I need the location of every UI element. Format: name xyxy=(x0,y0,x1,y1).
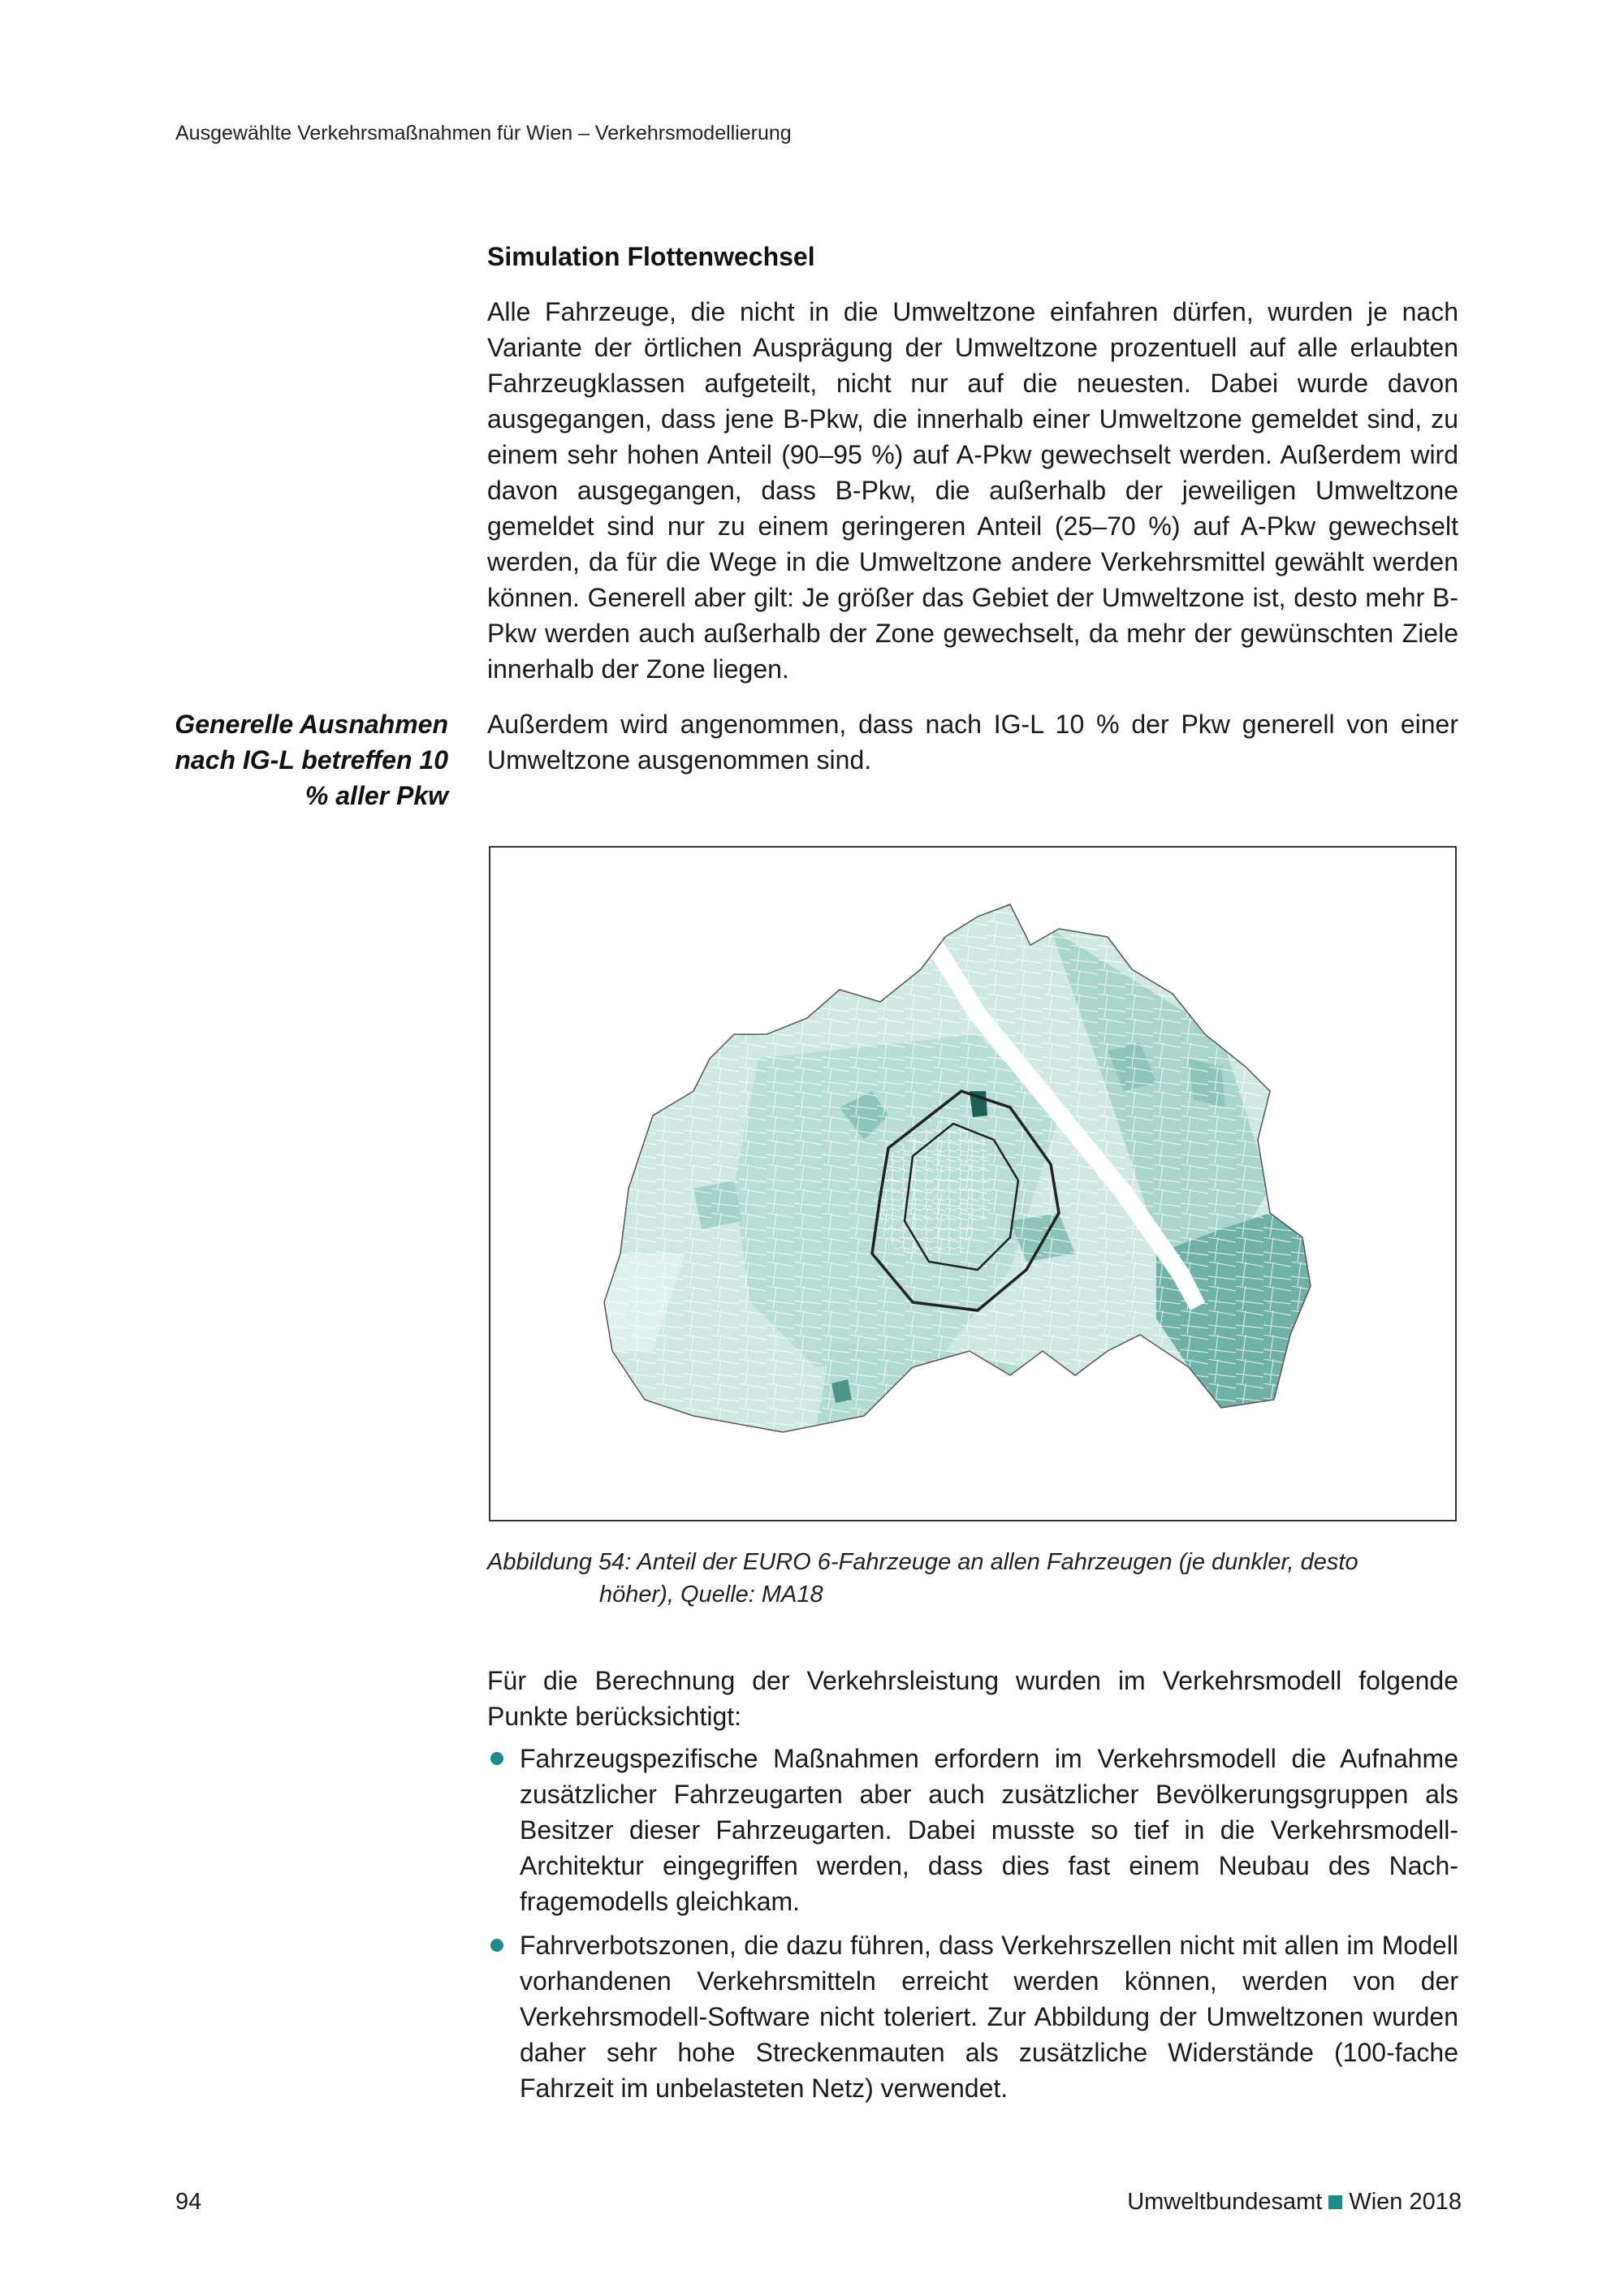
bullet-list xyxy=(487,1741,1458,2114)
bullet-text: Fahrzeugspezifische Maßnahmen erfordern im Verkehrsmodell die Aufnahme zusätzlicher Fahrzeugarten aber auch zusätzlicher Bevölkerungsgruppen als Besitzer dieser Fahrzeugarten. Dabei musste so tief in die Verkehrsmodell-Architektur eingegriffen werden, dass dies fast einem Neubau des Nachfragemodells gleichkam. xyxy=(520,1744,1458,1916)
publisher-year: Wien 2018 xyxy=(1349,2189,1462,2215)
paragraph-intro: Für die Berechnung der Verkehrsleistung wurden im Verkehrsmodell folgende Punkte berücksichtigt: xyxy=(487,1666,1458,1731)
page-number: 94 xyxy=(175,2189,202,2215)
figure-caption xyxy=(487,1546,1462,1611)
caption-line2: höher), Quelle: MA18 xyxy=(599,1582,823,1608)
section-title: Simulation Flottenwechsel xyxy=(487,242,815,271)
publisher-name: Umweltbundesamt xyxy=(1127,2189,1323,2215)
square-icon xyxy=(1328,2195,1342,2209)
footer-publisher xyxy=(1127,2189,1462,2216)
caption-line1: Abbildung 54: Anteil der EURO 6-Fahrzeuge an allen Fahrzeugen (je dunkler, desto xyxy=(487,1549,1358,1575)
vienna-map-figure xyxy=(489,846,1457,1521)
list-item xyxy=(487,1741,1458,1919)
margin-note: Generelle Ausnahmen nach IG-L betreffen 10 % aller Pkw xyxy=(175,710,448,810)
map-dark-cell-southeast xyxy=(1124,1400,1147,1426)
bullet-dot-icon xyxy=(490,1939,503,1952)
vienna-map xyxy=(490,848,1455,1520)
paragraph-flottenwechsel: Alle Fahrzeuge, die nicht in die Umweltzone einfahren dürfen, wurden je nach Variante der örtlichen Ausprägung der Umweltzone prozentuell auf alle erlaubten Fahrzeugklassen aufgeteilt, nicht nur auf die neuesten. Dabei wurde davon ausgegangen, dass jene B-Pkw, die innerhalb einer Umweltzone gemeldet sind, zu einem sehr hohen Anteil (90–95 %) auf A-Pkw gewechselt werden. Außerdem wird davon ausgegangen, dass B-Pkw, die außerhalb der jeweiligen Umweltzone gemeldet sind nur zu einem geringeren Anteil (25–70 %) auf A-Pkw gewechselt werden, da für die Wege in die Umweltzone andere Verkehrsmittel gewählt werden können. Generell aber gilt: Je größer das Gebiet der Umweltzone ist, desto mehr B-Pkw werden auch außerhalb der Zone gewechselt, da mehr der gewünschten Ziele innerhalb der Zone liegen. xyxy=(487,297,1458,684)
bullet-text: Fahrverbotszonen, die dazu führen, dass Verkehrszellen nicht mit allen im Modell vorhandenen Verkehrsmitteln erreicht werden können, werden von der Verkehrsmodell-Software nicht toleriert. Zur Abbildung der Umweltzonen wurden daher sehr hohe Streckenmauten als zusätzliche Widerstände (100-fache Fahrzeit im unbelasteten Netz) verwendet. xyxy=(520,1931,1458,2103)
running-header: Ausgewählte Verkehrsmaßnahmen für Wien – Verkehrsmodellierung xyxy=(175,122,792,145)
list-item xyxy=(487,1927,1458,2106)
paragraph-ig-l: Außerdem wird angenommen, dass nach IG-L 10 % der Pkw generell von einer Umweltzone ausgenommen sind. xyxy=(487,710,1458,775)
bullet-dot-icon xyxy=(490,1752,503,1765)
map-cell-f xyxy=(945,1375,986,1416)
